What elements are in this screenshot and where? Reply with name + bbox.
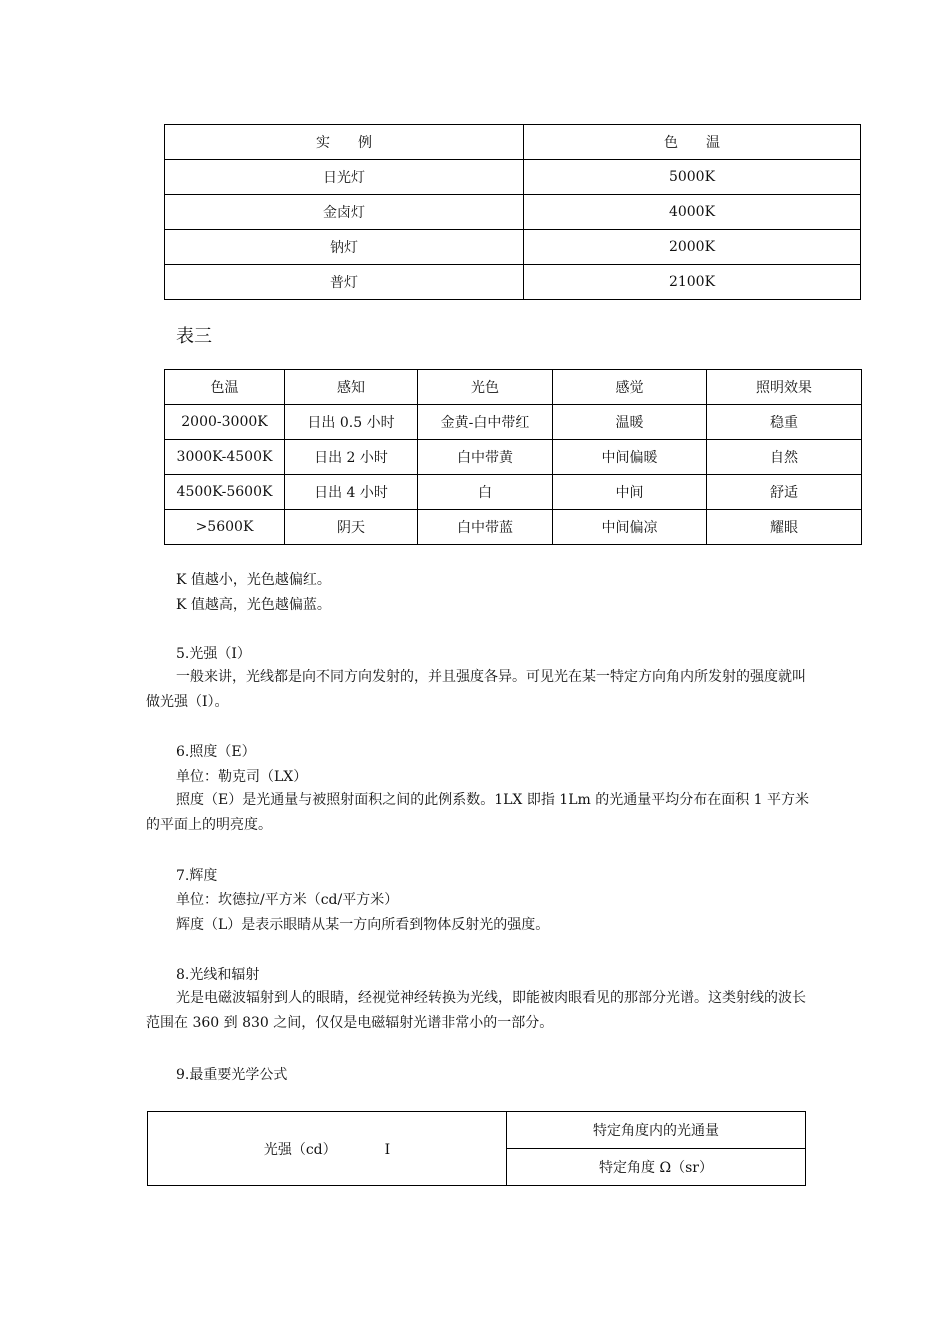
table-cell: 3000K-4500K	[165, 440, 285, 475]
table-cell: 自然	[707, 440, 862, 475]
table-cell: 日光灯	[165, 160, 524, 195]
formula-row	[148, 1112, 806, 1149]
table-cell: 5000K	[524, 160, 861, 195]
table-cell: 白	[418, 475, 553, 510]
section-body: 辉度（L）是表示眼睛从某一方向所看到物体反射光的强度。	[176, 917, 550, 933]
section-body	[146, 788, 814, 838]
table-header-row	[165, 125, 861, 160]
table-cell: 耀眼	[707, 510, 862, 545]
section-unit: 单位：勒克司（LX）	[176, 769, 308, 785]
section-heading: 9.最重要光学公式	[176, 1067, 288, 1083]
table-header-cell: 感觉	[553, 370, 707, 405]
section-body	[146, 665, 814, 715]
section-body-text: 照度（E）是光通量与被照射面积之间的此例系数。1LX 即指 1Lm 的光通量平均分布在面积 1 平方米的平面上的明亮度。	[146, 792, 810, 833]
table-cell: 日出 4 小时	[285, 475, 418, 510]
section-body-text: 光是电磁波辐射到人的眼睛，经视觉神经转换为光线，即能被肉眼看见的那部分光谱。这类射线的波长范围在 360 到 830 之间，仅仅是电磁辐射光谱非常小的一部分。	[146, 990, 806, 1031]
section-heading: 7.辉度	[176, 868, 218, 884]
note-k-high: K 值越高，光色越偏蓝。	[176, 597, 331, 613]
table-row	[165, 160, 861, 195]
table-cell: 中间	[553, 475, 707, 510]
table-cell: 中间偏暖	[553, 440, 707, 475]
table-cell: 白中带蓝	[418, 510, 553, 545]
note-k-low: K 值越小，光色越偏红。	[176, 572, 331, 588]
table-title: 表三	[176, 326, 212, 347]
table-cell: 日出 2 小时	[285, 440, 418, 475]
table-cell: 钠灯	[165, 230, 524, 265]
table-row	[165, 230, 861, 265]
table-cell: 4000K	[524, 195, 861, 230]
luminous-intensity-formula-table	[147, 1111, 806, 1186]
table-header-cell: 色温	[165, 370, 285, 405]
table-cell: 4500K-5600K	[165, 475, 285, 510]
table-cell: 2000-3000K	[165, 405, 285, 440]
table-row	[165, 195, 861, 230]
section-body	[146, 986, 814, 1036]
table-header-row	[165, 370, 862, 405]
table-cell: 2100K	[524, 265, 861, 300]
formula-label: 光强（cd）	[263, 1141, 337, 1158]
table-row	[165, 510, 862, 545]
formula-denominator: 特定角度 Ω（sr）	[507, 1149, 806, 1186]
section-heading: 5.光强（I）	[176, 646, 251, 662]
table-cell: 2000K	[524, 230, 861, 265]
color-temperature-perception-table	[164, 369, 862, 545]
table-header-cell: 色 温	[524, 125, 861, 160]
table-cell: 舒适	[707, 475, 862, 510]
formula-left-cell	[148, 1112, 507, 1186]
table-cell: >5600K	[165, 510, 285, 545]
color-temperature-examples-table	[164, 124, 861, 300]
table-row	[165, 440, 862, 475]
table-header-cell: 照明效果	[707, 370, 862, 405]
section-body-text: 一般来讲，光线都是向不同方向发射的，并且强度各异。可见光在某一特定方向角内所发射的强度就叫做光强（I）。	[146, 669, 806, 710]
section-heading: 6.照度（E）	[176, 744, 256, 760]
table-header-cell: 实 例	[165, 125, 524, 160]
table-cell: 金卤灯	[165, 195, 524, 230]
table-row	[165, 265, 861, 300]
formula-numerator: 特定角度内的光通量	[507, 1112, 806, 1149]
table-cell: 金黄-白中带红	[418, 405, 553, 440]
table-cell: 普灯	[165, 265, 524, 300]
table-row	[165, 405, 862, 440]
section-unit: 单位：坎德拉/平方米（cd/平方米）	[176, 892, 399, 908]
table-cell: 阴天	[285, 510, 418, 545]
formula-symbol: I	[384, 1141, 391, 1158]
table-header-cell: 光色	[418, 370, 553, 405]
section-heading: 8.光线和辐射	[176, 967, 260, 983]
table-cell: 白中带黄	[418, 440, 553, 475]
table-cell: 温暖	[553, 405, 707, 440]
table-cell: 稳重	[707, 405, 862, 440]
table-header-cell: 感知	[285, 370, 418, 405]
table-cell: 中间偏凉	[553, 510, 707, 545]
table-row	[165, 475, 862, 510]
table-cell: 日出 0.5 小时	[285, 405, 418, 440]
